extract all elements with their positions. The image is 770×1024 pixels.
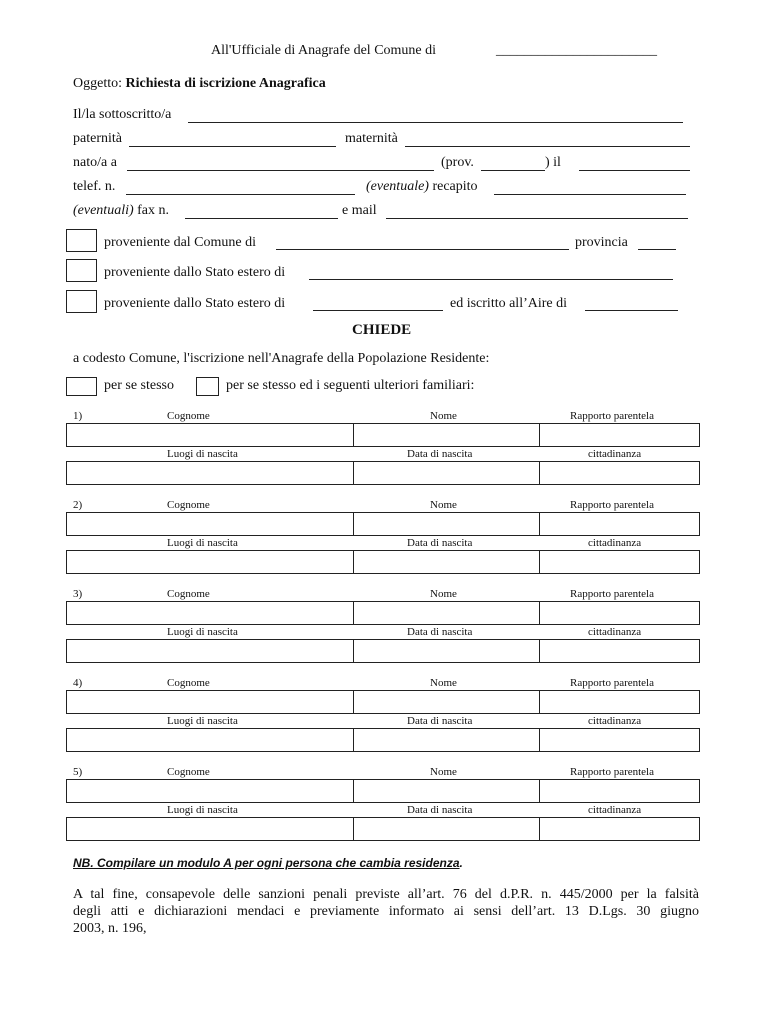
cittadinanza-field[interactable] xyxy=(539,461,700,485)
col-luogo-label: Luogi di nascita xyxy=(167,448,238,460)
recapito-label: recapito xyxy=(432,179,478,194)
col-data-label: Data di nascita xyxy=(407,626,473,638)
col-cittadinanza-label: cittadinanza xyxy=(588,537,642,549)
cognome-field[interactable] xyxy=(66,512,354,536)
prov-label: (prov. xyxy=(441,155,474,170)
col-data-label: Data di nascita xyxy=(407,448,473,460)
rapporto-field[interactable] xyxy=(539,779,700,803)
rapporto-field[interactable] xyxy=(539,423,700,447)
col-nome-label: Nome xyxy=(430,766,457,778)
col-cittadinanza-label: cittadinanza xyxy=(588,715,642,727)
family-number: 5) xyxy=(73,766,83,778)
family-number: 2) xyxy=(73,499,83,511)
col-cognome-label: Cognome xyxy=(167,410,210,422)
paternita-field[interactable] xyxy=(129,146,336,147)
col-cognome-label: Cognome xyxy=(167,588,210,600)
col-nome-label: Nome xyxy=(430,588,457,600)
checkbox-comune[interactable] xyxy=(66,229,97,252)
col-cognome-label: Cognome xyxy=(167,677,210,689)
eventuali-label: (eventuali) xyxy=(73,203,134,218)
oggetto-label: Oggetto: xyxy=(73,76,122,91)
il-label: ) il xyxy=(545,155,561,170)
aire-field[interactable] xyxy=(585,310,678,311)
nome-field[interactable] xyxy=(353,779,540,803)
sottoscritto-field[interactable] xyxy=(188,122,683,123)
nome-field[interactable] xyxy=(353,601,540,625)
col-rapporto-label: Rapporto parentela xyxy=(570,499,654,511)
maternita-field[interactable] xyxy=(405,146,690,147)
nb-end: . xyxy=(459,856,463,870)
telef-field[interactable] xyxy=(126,194,355,195)
chiede-text: a codesto Comune, l'iscrizione nell'Anagrafe della Popolazione Residente: xyxy=(73,351,490,366)
luogo-nascita-field[interactable] xyxy=(66,639,354,663)
cognome-field[interactable] xyxy=(66,423,354,447)
checkbox-per-se-stesso[interactable] xyxy=(66,377,97,396)
nome-field[interactable] xyxy=(353,512,540,536)
per-se-stesso-label: per se stesso xyxy=(104,378,174,393)
fax-field[interactable] xyxy=(185,218,338,219)
col-cittadinanza-label: cittadinanza xyxy=(588,626,642,638)
col-cittadinanza-label: cittadinanza xyxy=(588,804,642,816)
nb-text: NB. Compilare un modulo A per ogni persona che cambia residenza xyxy=(73,856,460,870)
col-data-label: Data di nascita xyxy=(407,715,473,727)
col-luogo-label: Luogi di nascita xyxy=(167,804,238,816)
oggetto-text: Richiesta di iscrizione Anagrafica xyxy=(125,76,326,91)
provincia-field[interactable] xyxy=(638,249,676,250)
col-rapporto-label: Rapporto parentela xyxy=(570,766,654,778)
luogo-nascita-field[interactable] xyxy=(66,461,354,485)
col-cognome-label: Cognome xyxy=(167,499,210,511)
col-data-label: Data di nascita xyxy=(407,804,473,816)
cittadinanza-field[interactable] xyxy=(539,550,700,574)
cognome-field[interactable] xyxy=(66,690,354,714)
col-luogo-label: Luogi di nascita xyxy=(167,537,238,549)
eventuale-label: (eventuale) xyxy=(366,179,429,194)
data-nascita-field[interactable] xyxy=(353,550,540,574)
recapito-field[interactable] xyxy=(494,194,686,195)
comune-blank[interactable]: _______________________ xyxy=(496,43,657,58)
telef-label: telef. n. xyxy=(73,179,116,194)
sottoscritto-label: Il/la sottoscritto/a xyxy=(73,107,172,122)
comune-provenienza-field[interactable] xyxy=(276,249,569,250)
rapporto-field[interactable] xyxy=(539,690,700,714)
data-nascita-field[interactable] xyxy=(353,461,540,485)
col-nome-label: Nome xyxy=(430,410,457,422)
family-number: 4) xyxy=(73,677,83,689)
checkbox-stato-estero-aire[interactable] xyxy=(66,290,97,313)
fax-line xyxy=(73,203,169,219)
col-data-label: Data di nascita xyxy=(407,537,473,549)
luogo-nascita-field[interactable] xyxy=(66,728,354,752)
prov-estero-aire-label: proveniente dallo Stato estero di xyxy=(104,296,286,311)
data-nascita-field[interactable] xyxy=(579,170,690,171)
col-rapporto-label: Rapporto parentela xyxy=(570,410,654,422)
col-luogo-label: Luogi di nascita xyxy=(167,715,238,727)
chiede-heading: CHIEDE xyxy=(352,322,412,338)
cognome-field[interactable] xyxy=(66,779,354,803)
familiari-label: per se stesso ed i seguenti ulteriori familiari: xyxy=(226,378,475,393)
family-number: 1) xyxy=(73,410,83,422)
provincia-label: provincia xyxy=(575,235,628,250)
addressee-line xyxy=(211,43,436,59)
nato-field[interactable] xyxy=(127,170,434,171)
paternita-label: paternità xyxy=(73,131,122,146)
cittadinanza-field[interactable] xyxy=(539,639,700,663)
data-nascita-field[interactable] xyxy=(353,728,540,752)
para-line-1: A tal fine, consapevole delle sanzioni penali previste all’art. 76 del d.P.R. n. 445/2000 per la falsità xyxy=(73,887,699,902)
nome-field[interactable] xyxy=(353,690,540,714)
email-field[interactable] xyxy=(386,218,688,219)
cittadinanza-field[interactable] xyxy=(539,817,700,841)
col-rapporto-label: Rapporto parentela xyxy=(570,677,654,689)
data-nascita-field[interactable] xyxy=(353,639,540,663)
prov-comune-label: proveniente dal Comune di xyxy=(104,235,257,250)
para-line-2: degli atti e dichiarazioni mendaci e previamente informato ai sensi dell’art. 13 D.Lgs. 30 giugno xyxy=(73,904,699,919)
prov-field[interactable] xyxy=(481,170,545,171)
col-cittadinanza-label: cittadinanza xyxy=(588,448,642,460)
col-nome-label: Nome xyxy=(430,677,457,689)
fax-label: fax n. xyxy=(137,203,170,218)
checkbox-stato-estero[interactable] xyxy=(66,259,97,282)
rapporto-field[interactable] xyxy=(539,512,700,536)
nome-field[interactable] xyxy=(353,423,540,447)
addressee-title: All'Ufficiale di Anagrafe del Comune di xyxy=(211,43,437,58)
recapito-line xyxy=(366,179,478,195)
nato-label: nato/a a xyxy=(73,155,117,170)
rapporto-field[interactable] xyxy=(539,601,700,625)
checkbox-familiari[interactable] xyxy=(196,377,219,396)
col-nome-label: Nome xyxy=(430,499,457,511)
prov-estero-label: proveniente dallo Stato estero di xyxy=(104,265,286,280)
para-line-3: 2003, n. 196, xyxy=(73,921,147,936)
aire-label: ed iscritto all’Aire di xyxy=(450,296,568,311)
stato-estero-field[interactable] xyxy=(309,279,673,280)
oggetto-line xyxy=(73,76,326,92)
col-cognome-label: Cognome xyxy=(167,766,210,778)
nb-note xyxy=(73,856,463,870)
col-luogo-label: Luogi di nascita xyxy=(167,626,238,638)
maternita-label: maternità xyxy=(345,131,398,146)
data-nascita-field[interactable] xyxy=(353,817,540,841)
luogo-nascita-field[interactable] xyxy=(66,817,354,841)
cognome-field[interactable] xyxy=(66,601,354,625)
luogo-nascita-field[interactable] xyxy=(66,550,354,574)
stato-estero-aire-field[interactable] xyxy=(313,310,443,311)
email-label: e mail xyxy=(342,203,377,218)
cittadinanza-field[interactable] xyxy=(539,728,700,752)
family-number: 3) xyxy=(73,588,83,600)
col-rapporto-label: Rapporto parentela xyxy=(570,588,654,600)
